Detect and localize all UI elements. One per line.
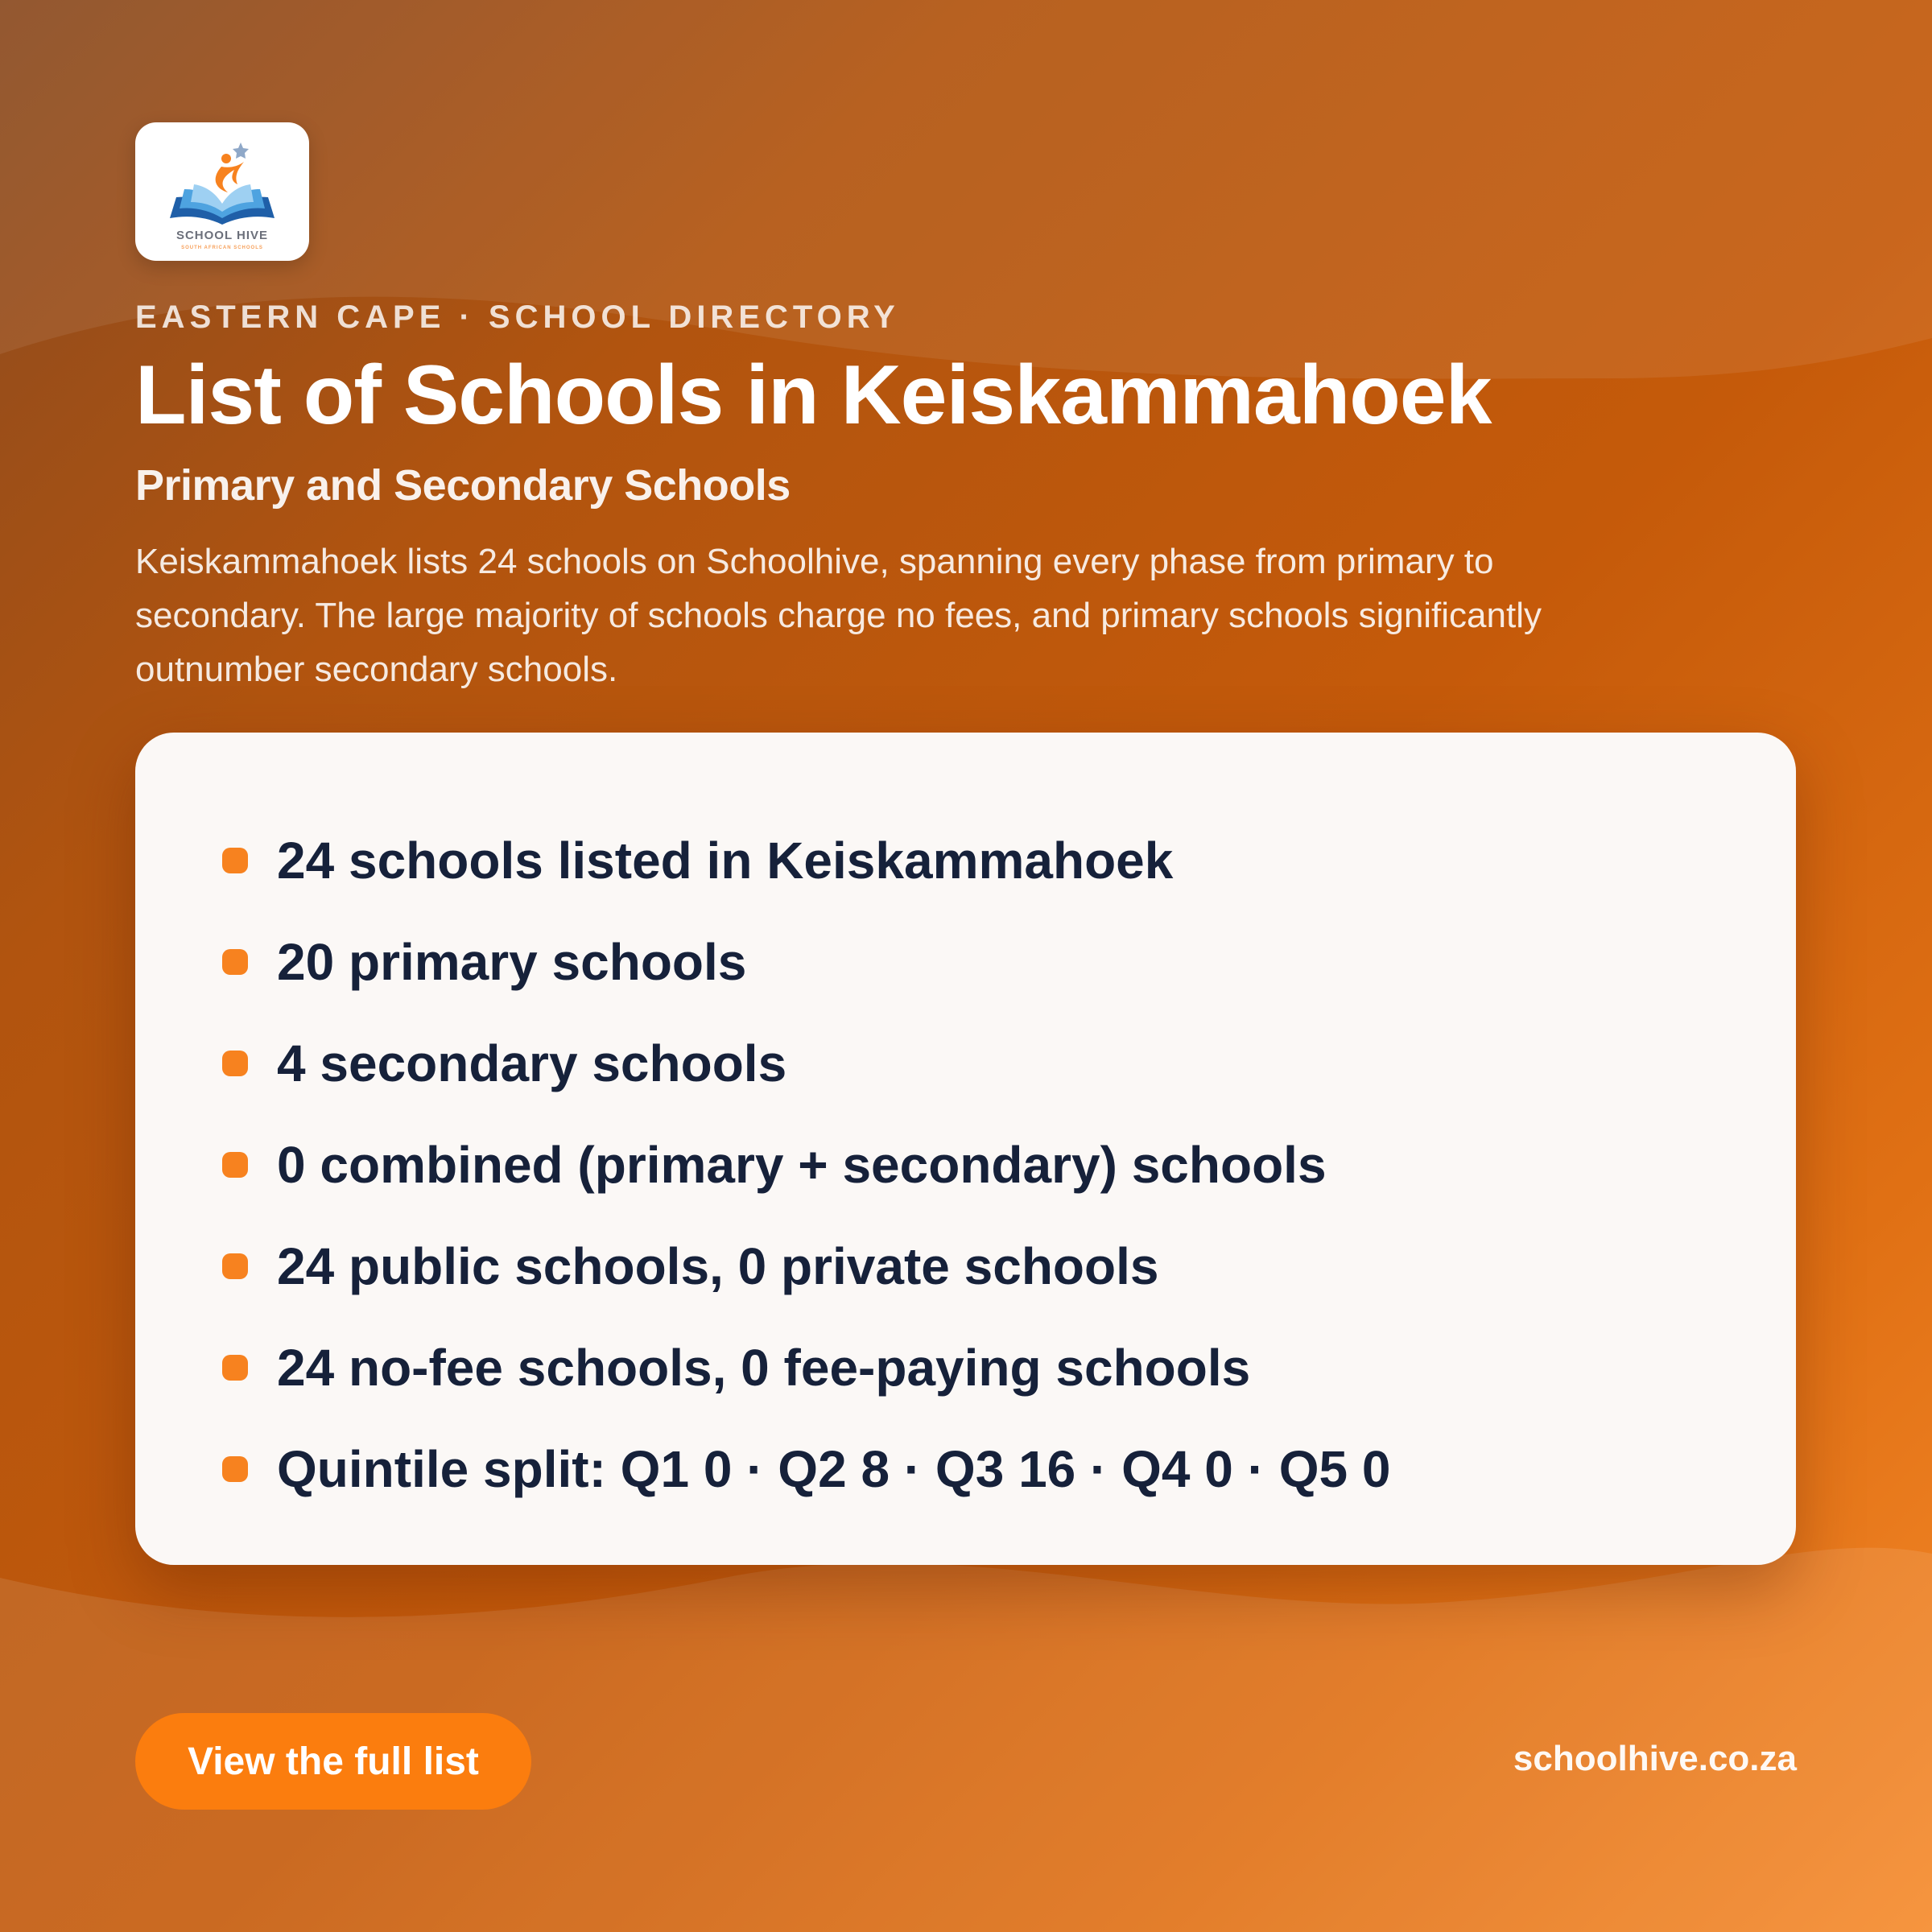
fact-text: 24 schools listed in Keiskammahoek bbox=[277, 832, 1174, 890]
fact-text: 24 public schools, 0 private schools bbox=[277, 1237, 1159, 1295]
bullet-icon bbox=[222, 848, 248, 873]
fact-item bbox=[222, 1216, 1796, 1317]
region-eyebrow: EASTERN CAPE · SCHOOL DIRECTORY bbox=[135, 299, 900, 335]
view-full-list-button[interactable]: View the full list bbox=[135, 1713, 531, 1810]
bullet-icon bbox=[222, 1152, 248, 1178]
fact-text: Quintile split: Q1 0 · Q2 8 · Q3 16 · Q4 0 · Q5 0 bbox=[277, 1440, 1391, 1498]
fact-text: 4 secondary schools bbox=[277, 1034, 787, 1092]
bullet-icon bbox=[222, 1456, 248, 1482]
facts-card bbox=[135, 733, 1796, 1565]
fact-text: 0 combined (primary + secondary) schools bbox=[277, 1136, 1327, 1194]
svg-text:SCHOOL HIVE: SCHOOL HIVE bbox=[175, 229, 269, 242]
fact-item bbox=[222, 1418, 1796, 1520]
page-description: Keiskammahoek lists 24 schools on Schoolhive, spanning every phase from primary to secondary. The large majority of schools charge no fees, and primary schools significantly outnumber secondary schools. bbox=[135, 542, 1542, 689]
page-title: List of Schools in Keiskammahoek bbox=[135, 349, 1492, 442]
bullet-icon bbox=[222, 1051, 248, 1076]
fact-text: 24 no-fee schools, 0 fee-paying schools bbox=[277, 1339, 1251, 1397]
site-url: schoolhive.co.za bbox=[1513, 1739, 1797, 1778]
svg-text:SOUTH AFRICAN SCHOOLS: SOUTH AFRICAN SCHOOLS bbox=[181, 246, 263, 250]
fact-text: 20 primary schools bbox=[277, 933, 747, 991]
fact-item bbox=[222, 1317, 1796, 1418]
fact-item bbox=[222, 1013, 1796, 1114]
facts-list bbox=[222, 810, 1796, 1520]
fact-item bbox=[222, 911, 1796, 1013]
fact-item bbox=[222, 810, 1796, 911]
fact-item bbox=[222, 1114, 1796, 1216]
page-subtitle: Primary and Secondary Schools bbox=[135, 461, 791, 510]
open-book-icon bbox=[154, 131, 291, 252]
bullet-icon bbox=[222, 949, 248, 975]
bullet-icon bbox=[222, 1253, 248, 1279]
school-hive-logo bbox=[135, 122, 309, 261]
bullet-icon bbox=[222, 1355, 248, 1381]
